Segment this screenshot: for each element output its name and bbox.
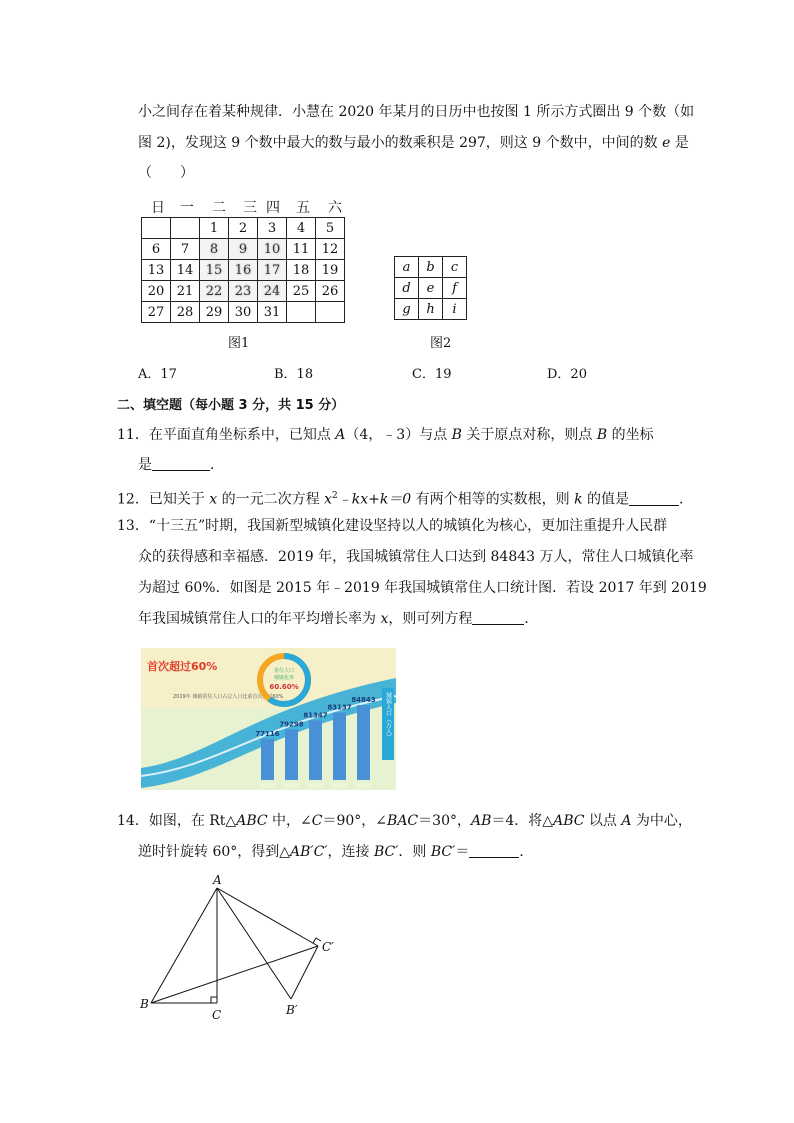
calendar-cell: 5 <box>316 218 345 239</box>
weekday: 五 <box>296 200 310 216</box>
calendar-cell: 25 <box>287 281 316 302</box>
bar-category-label: 2016年 <box>284 783 299 788</box>
bar-value-label: 83137 <box>327 703 352 712</box>
section-title: 二、填空题（每小题 3 分，共 15 分） <box>117 398 345 413</box>
weekday: 日 <box>151 200 165 216</box>
calendar-cell: 29 <box>200 302 229 323</box>
grid-fig2 <box>394 256 467 320</box>
q10-line2: 图 2)，发现这 9 个数中最大的数与最小的数乘积是 297，则这 9 个数中，中间的数 e 是 <box>138 135 689 151</box>
bar-category-label: 2018年 <box>332 783 347 788</box>
calendar-cell: 7 <box>171 239 200 260</box>
bar-value-label: 84843 <box>351 696 376 705</box>
urban-population-chart <box>141 648 396 790</box>
weekday: 二 <box>212 200 226 216</box>
calendar-cell <box>287 302 316 323</box>
calendar-cell: 18 <box>287 260 316 281</box>
calendar-cell-circled: 9 <box>229 239 258 260</box>
bar-2016年 <box>285 729 298 780</box>
option-b: B．18 <box>274 367 314 382</box>
calendar-cell-circled: 24 <box>258 281 287 302</box>
grid-cell: e <box>419 278 443 299</box>
chart-title: 首次超过60% <box>147 660 218 673</box>
bar-value-label: 81347 <box>303 711 328 720</box>
calendar-cell: 12 <box>316 239 345 260</box>
calendar-cell: 26 <box>316 281 345 302</box>
bar-2015年 <box>261 739 274 780</box>
q13-line4: 年我国城镇常住人口的年平均增长率为 x，则可列方程 ． <box>138 611 539 627</box>
answer-blank[interactable] <box>469 843 519 858</box>
calendar-cell: 28 <box>171 302 200 323</box>
bar-category-label: 2017年 <box>308 783 323 788</box>
triangle-figure <box>138 872 348 1024</box>
chart-subtitle: 2019年 城镇常住人口占总人口比重首次超过60% <box>173 694 284 700</box>
bar-category-label: 2019年 <box>356 783 371 788</box>
calendar-cell-circled: 23 <box>229 281 258 302</box>
segment-ac-prime <box>217 888 318 946</box>
label-c: C <box>212 1008 222 1022</box>
q11-line2: 是 ． <box>138 457 224 473</box>
right-angle-mark-c <box>211 997 217 1003</box>
bar-2019年 <box>357 705 370 780</box>
calendar-cell: 4 <box>287 218 316 239</box>
weekday: 六 <box>328 200 342 216</box>
answer-blank[interactable] <box>472 610 524 625</box>
q11-line1: 11．在平面直角坐标系中，已知点 A（4，﹣3）与点 B 关于原点对称，则点 B 的坐标 <box>117 427 654 443</box>
calendar-cell: 1 <box>200 218 229 239</box>
grid-cell: a <box>395 257 419 278</box>
weekday: 一 <box>180 200 194 216</box>
grid-cell: h <box>419 299 443 320</box>
calendar-cell: 11 <box>287 239 316 260</box>
label-b: B <box>140 997 149 1011</box>
bar-category-label: 2015年 <box>260 783 275 788</box>
option-c: C．19 <box>412 367 452 382</box>
grid-cell: b <box>419 257 443 278</box>
calendar-cell-circled: 10 <box>258 239 287 260</box>
bar-2018年 <box>333 713 346 780</box>
chart-ylabel: 城镇人口（万人） <box>384 692 392 740</box>
calendar-cell: 31 <box>258 302 287 323</box>
calendar-cell: 14 <box>171 260 200 281</box>
q14-line1: 14．如图，在 Rt△ABC 中，∠C＝90°，∠BAC＝30°，AB＝4．将△ABC 以点 A 为中心， <box>117 813 692 829</box>
calendar-cell-circled: 22 <box>200 281 229 302</box>
answer-blank[interactable] <box>629 491 679 506</box>
calendar-cell: 6 <box>142 239 171 260</box>
ring-value: 60.60% <box>269 683 299 691</box>
weekday: 三 <box>243 200 257 216</box>
answer-blank[interactable] <box>152 456 210 471</box>
option-d: D．20 <box>547 367 587 382</box>
q10-line1: 小之间存在着某种规律．小慧在 2020 年某月的日历中也按图 1 所示方式圈出 9 个数（如 <box>138 104 695 120</box>
grid-cell: c <box>443 257 467 278</box>
calendar-cell: 30 <box>229 302 258 323</box>
grid-cell: d <box>395 278 419 299</box>
calendar-cell: 19 <box>316 260 345 281</box>
calendar-cell <box>316 302 345 323</box>
q13-line1: 13．“十三五”时期，我国新型城镇化建设坚持以人的城镇化为核心，更加注重提升人民群 <box>117 518 668 534</box>
calendar-cell-circled: 8 <box>200 239 229 260</box>
calendar-cell <box>171 218 200 239</box>
fig1-caption: 图1 <box>228 336 250 351</box>
calendar-cell-circled: 16 <box>229 260 258 281</box>
q14-line2: 逆时针旋转 60°，得到△AB′C′，连接 BC′．则 BC′＝ ． <box>138 844 534 860</box>
calendar-cell: 3 <box>258 218 287 239</box>
calendar-cell <box>142 218 171 239</box>
option-a: A．17 <box>138 367 177 382</box>
grid-cell: i <box>443 299 467 320</box>
q10-answer-paren: （ ） <box>138 165 194 181</box>
grid-cell: g <box>395 299 419 320</box>
label-b-prime: B′ <box>286 1003 298 1017</box>
fig2-caption: 图2 <box>430 336 452 351</box>
label-c-prime: C′ <box>322 940 334 954</box>
q13-line2: 众的获得感和幸福感．2019 年，我国城镇常住人口达到 84843 万人，常住人口城镇化率 <box>138 549 694 565</box>
calendar-fig1 <box>141 217 345 323</box>
bar-value-label: 79298 <box>279 720 304 729</box>
weekday: 四 <box>266 200 280 216</box>
calendar-cell: 27 <box>142 302 171 323</box>
ring-label-1: 常住人口 <box>273 668 295 674</box>
calendar-cell: 13 <box>142 260 171 281</box>
segment-ab <box>151 888 217 1003</box>
ring-label-2: 城镇化率 <box>273 675 295 681</box>
bar-value-label: 77116 <box>255 729 280 738</box>
calendar-cell: 21 <box>171 281 200 302</box>
segment-ab-prime <box>217 888 291 999</box>
grid-cell: f <box>443 278 467 299</box>
label-a: A <box>213 873 222 887</box>
right-angle-mark-c-prime <box>313 938 321 943</box>
q13-line3: 为超过 60%．如图是 2015 年﹣2019 年我国城镇常住人口统计图．若设 2017 年到 2019 <box>138 580 707 596</box>
q12-line: 12．已知关于 x 的一元二次方程 $x^2﹣kx+k=0$ 有两个相等的实数根，则 k 的值是 ． <box>117 491 694 508</box>
calendar-cell: 20 <box>142 281 171 302</box>
calendar-cell: 2 <box>229 218 258 239</box>
calendar-cell-circled: 17 <box>258 260 287 281</box>
calendar-cell-circled: 15 <box>200 260 229 281</box>
bar-2017年 <box>309 720 322 780</box>
